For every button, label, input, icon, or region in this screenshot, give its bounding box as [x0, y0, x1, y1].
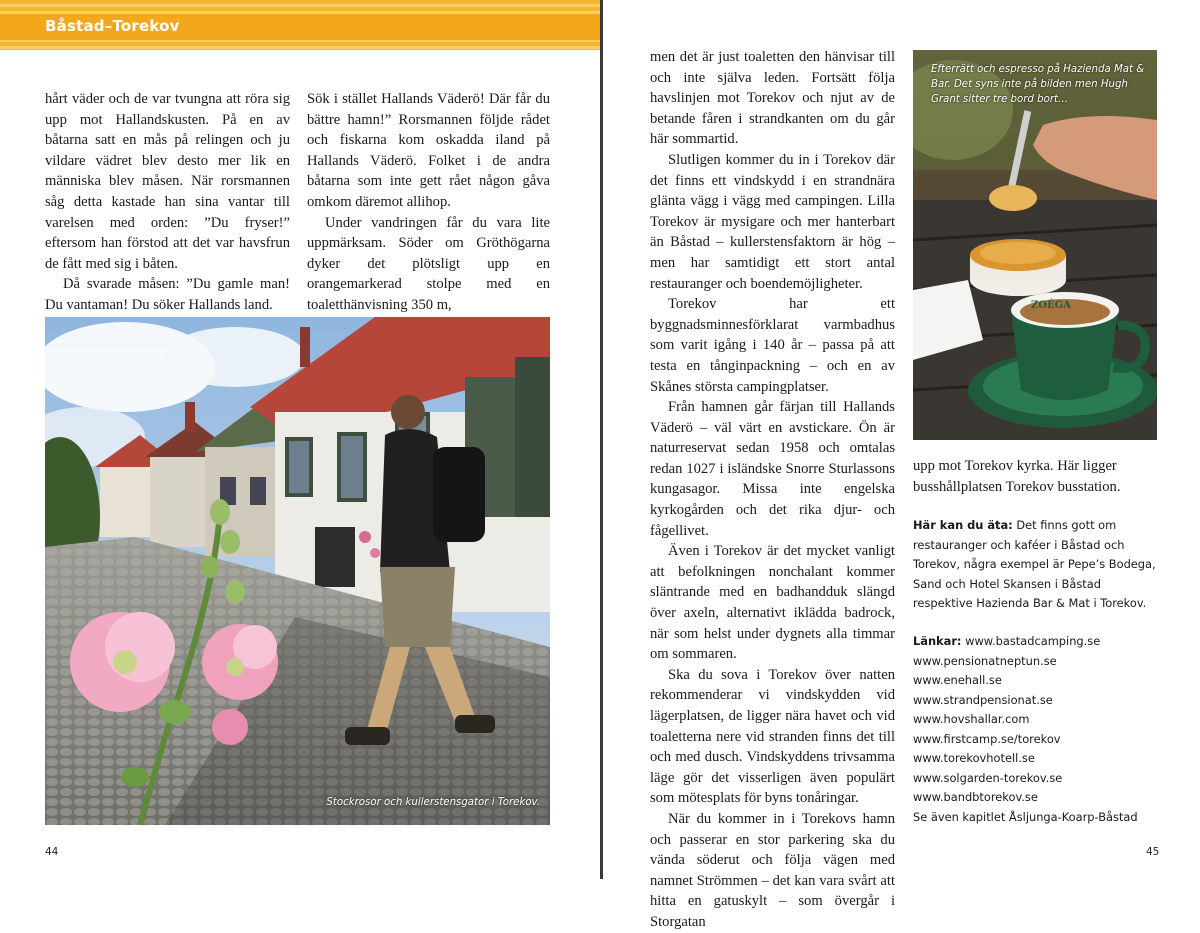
text-column-right-2 [913, 456, 1158, 497]
street-photo [45, 317, 550, 825]
text-column-left-2 [307, 89, 550, 316]
paragraph: När du kommer in i Torekovs hamn och passerar en stor parkering ska du vända söderut och följa vägen med namnet Strömmen – det kan vara svårt att hitta en gatuskylt – som övergår i Storgatan [650, 810, 895, 930]
link-item[interactable]: www.bastadcamping.se [965, 634, 1101, 648]
where-to-eat-label: Här kan du äta: [913, 518, 1013, 532]
chapter-title: Båstad–Torekov [45, 17, 180, 35]
paragraph: Sök i stället Hallands Väderö! Där får du bättre hamn!” Rorsmannen följde rådet och fiskarna kom oskadda iland på Hallands Väderö. Folket i de andra båtarna som inte gett rået någon gåva omkom däremot allihop. [307, 91, 550, 210]
street-photo-illustration [45, 317, 550, 825]
link-item[interactable]: www.bandbtorekov.se [913, 790, 1038, 804]
link-item[interactable]: www.solgarden-torekov.se [913, 770, 1063, 785]
link-item[interactable]: www.firstcamp.se/torekov [913, 731, 1061, 746]
page-number-left: 44 [45, 846, 59, 858]
paragraph: Ska du sova i Torekov över natten rekommenderar vi vindskydden vid lägerplatsen, de ligger nära havet och vid toaletterna nere vid stranden finns det till och med dusch. Vindskyddens trivsamma läge gör det visserligen även populärt som mötesplats för byns tonåringar. [650, 666, 895, 807]
paragraph: hårt väder och de var tvungna att röra sig upp mot Hallandskusten. På en av båtarna satt en mås på relingen och ju vildare vädret blev desto mer lik en människa blev måsen. När rorsmannen såg detta kastade han sina vantar till varelsen med orden: ”Du fryser!” eftersom han förstod att det var havsfrun de fått med sig i båten. [45, 91, 290, 272]
dessert-photo-illustration [913, 50, 1157, 440]
street-photo-caption: Stockrosor och kullerstensgator i Torekov. [326, 797, 540, 808]
where-to-eat-box [913, 516, 1163, 614]
text-column-right-1 [650, 47, 895, 933]
where-to-eat-text: Det finns gott om restauranger och kaféer i Båstad och Torekov, några exempel är Pepe’s Bodega, Sand och Hotel Skansen i Båstad respektive Hazienda Bar & Mat i Torekov. [913, 518, 1156, 610]
links-label: Länkar: [913, 634, 962, 648]
paragraph: Från hamnen går färjan till Hallands Väderö – väl värt en avstickare. Ön är naturreservat sedan 1958 och omtalas redan 1027 i isländske Snorre Sturlassons kungasagor. Missa inte engelska kyrkogården och det rika djur- och fågellivet. [650, 399, 895, 539]
dessert-photo [913, 50, 1157, 440]
paragraph: Även i Torekov är det mycket vanligt att befolkningen nonchalant kommer släntrande med en badhandduk slängd över axeln, alternativt iklädda badrock, när som helst under dygnets alla timmar om sommaren. [650, 543, 895, 663]
text-column-left-1 [45, 89, 290, 316]
paragraph: upp mot Torekov kyrka. Här ligger busshållplatsen Torekov busstation. [913, 458, 1121, 495]
cup-brand-label: ZOÉGA [1031, 300, 1071, 311]
dessert-photo-caption: Efterrätt och espresso på Hazienda Mat & Bar. Det syns inte på bilden men Hugh Grant sitter tre bord bort… [931, 64, 1145, 105]
paragraph: Under vandringen får du vara lite uppmärksam. Söder om Gröthögarna dyker det plötsligt upp en orangemarkerad stolpe med en toaletthänvisning 350 m, [307, 214, 550, 313]
link-item[interactable]: www.strandpensionat.se [913, 692, 1053, 707]
page-number-right: 45 [1146, 846, 1160, 858]
paragraph: Torekov har ett byggnadsminnesförklarat varmbadhus som varit igång i 140 år – passa på att testa en tånginpackning – och en av Skånes största campingplatser. [650, 296, 895, 395]
link-item[interactable]: www.pensionatneptun.se [913, 653, 1057, 668]
pink-flower-right [202, 624, 278, 700]
paragraph: men det är just toaletten den hänvisar till och inte själva leden. Fortsätt följa havslinjen mot Torekov och njut av de betande fåren i strandkanten om du går här sommartid. [650, 49, 895, 148]
link-item[interactable]: www.torekovhotell.se [913, 751, 1035, 765]
left-page [0, 0, 600, 879]
link-item[interactable]: www.hovshallar.com [913, 712, 1030, 726]
links-box [913, 632, 1163, 827]
link-item[interactable]: www.enehall.se [913, 673, 1002, 687]
paragraph: Slutligen kommer du in i Torekov där det finns ett vindskydd i en strandnära glänta vägg i vägg med campingen. Lilla Torekov är mysigare och mer hanterbart än Båstad – kullerstensfaktorn är hög – men har samtidigt ett stort antal restauranger och boendemöjligheter. [650, 151, 895, 292]
see-also-note: Se även kapitlet Åsljunga-Koarp-Båstad [913, 809, 1138, 824]
paragraph: Då svarade måsen: ”Du gamle man! Du vantaman! Du söker Hallands land. [45, 276, 290, 313]
